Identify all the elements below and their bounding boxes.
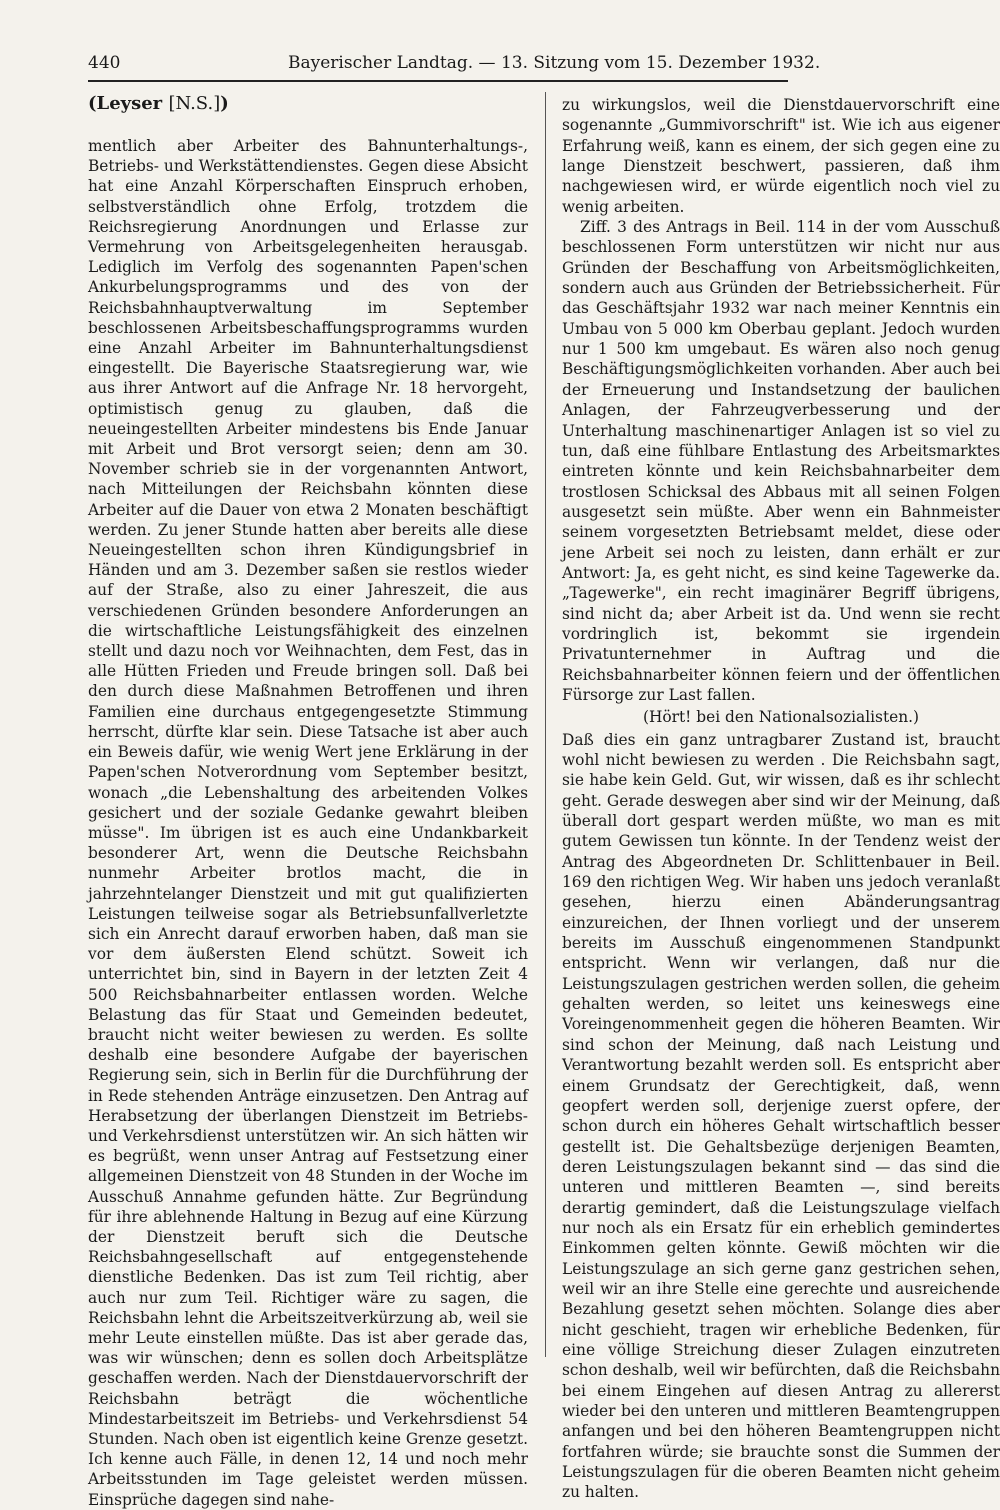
column-divider (545, 92, 546, 1357)
page-number: 440 (88, 53, 121, 73)
right-column (562, 95, 1000, 1503)
speaker-party: [N.S.] (168, 93, 221, 114)
right-paragraph-1: zu wirkungslos, weil die Dienstdauervorschrift eine sogenannte „Gummivorschrift" ist. Wie ich aus eigener Erfahrung weiß, kann es einem, der sich gegen eine zu lange Dienstzeit beschwert, passieren, daß ihm nachgewiesen wird, er würde eigentlich noch viel zu wenig arbeiten. (562, 96, 1000, 216)
running-head: Bayerischer Landtag. — 13. Sitzung vom 15. Dezember 1932. (288, 53, 821, 73)
speaker-name: Leyser (96, 93, 163, 114)
left-column (88, 92, 528, 1510)
left-paragraph-1: mentlich aber Arbeiter des Bahnunterhaltungs-, Betriebs- und Werkstättendienstes. Gegen diese Absicht hat eine Anzahl Körperschaften Einspruch erhoben, selbstverständlich ohne Erfolg, trotzdem die Reichsregierung Anordnungen und Erlasse zur Vermehrung von Arbeitsgelegenheiten herausgab. Lediglich im Verfolg des sogenannten Papen'schen Ankurbelungsprogramms und des von der Reichsbahnhauptverwaltung im September beschlossenen Arbeitsbeschaffungsprogramms wurden eine Anzahl Arbeiter im Bahnunterhaltungsdienst eingestellt. Die Bayerische Staatsregierung war, wie aus ihrer Antwort auf die Anfrage Nr. 18 hervorgeht, optimistisch genug zu glauben, daß die neueingestellten Arbeiter mindestens bis Ende Januar mit Arbeit und Brot versorgt seien; denn am 30. November schrieb sie in der vorgenannten Antwort, nach Mitteilungen der Reichsbahn könnten diese Arbeiter auf die Dauer von etwa 2 Monaten beschäftigt werden. Zu jener Stunde hatten aber bereits alle diese Neueingestellten schon ihren Kündigungsbrief in Händen und am 3. Dezember saßen sie restlos wieder auf der Straße, also zu einer Jahreszeit, die aus verschiedenen Gründen besondere Anforderungen an die wirtschaftliche Leistungsfähigkeit des einzelnen stellt und dazu noch vor Weihnachten, dem Fest, das in alle Hütten Frieden und Freude bringen soll. Daß bei den durch diese Maßnahmen Betroffenen und ihren Familien eine durchaus entgegengesetzte Stimmung herrscht, dürfte klar sein. Diese Tatsache ist aber auch ein Beweis dafür, wie wenig Wert jene Erklärung in der Papen'schen Notverordnung vom September besitzt, wonach „die Lebenshaltung des arbeitenden Volkes gesichert und der soziale Gedanke gewahrt bleiben müsse". Im übrigen ist es auch eine Undankbarkeit besonderer Art, wenn die Deutsche Reichsbahn nunmehr Arbeiter brotlos macht, die in jahrzehntelanger Dienstzeit und mit gut qualifizierten Leistungen teilweise sogar als Betriebsunfallverletzte sich ein Anrecht darauf erworben haben, daß man sie vor dem äußersten Elend schützt. Soweit ich unterrichtet bin, sind in Bayern in der letzten Zeit 4 500 Reichsbahnarbeiter entlassen worden. Welche Belastung das für Staat und Gemeinden bedeutet, braucht nicht weiter bewiesen zu werden. Es sollte deshalb eine besondere Aufgabe der bayerischen Regierung sein, sich in Berlin für die Durchführung der in Rede stehenden Anträge einzusetzen. Den Antrag auf Herabsetzung der überlangen Dienstzeit im Betriebs- und Verkehrsdienst unterstützen wir. An sich hätten wir es begrüßt, wenn unser Antrag auf Festsetzung einer allgemeinen Dienstzeit von 48 Stunden in der Woche im Ausschuß Annahme gefunden hätte. Zur Begründung für ihre ablehnende Haltung in Bezug auf eine Kürzung der Dienstzeit beruft sich die Deutsche Reichsbahngesellschaft auf entgegenstehende dienstliche Bedenken. Das ist zum Teil richtig, aber auch nur zum Teil. Richtiger wäre zu sagen, die Reichsbahn lehnt die Arbeitszeitverkürzung ab, weil sie mehr Leute einstellen müßte. Das ist aber gerade das, was wir wünschen; denn es sollen doch Arbeitsplätze geschaffen werden. Nach der Dienstdauervorschrift der Reichsbahn beträgt die wöchentliche Mindestarbeitszeit im Betriebs- und Verkehrsdienst 54 Stunden. Nach oben ist eigentlich keine Grenze gesetzt. Ich kenne auch Fälle, in denen 12, 14 und noch mehr Arbeitsstunden im Tage geleistet werden müssen. Einsprüche dagegen sind nahe- (88, 137, 528, 1509)
interjection: (Hört! bei den Nationalsozialisten.) (642, 708, 920, 727)
speaker-heading: (Leyser [N.S.]) (88, 93, 229, 114)
right-paragraph-2: Ziff. 3 des Antrags in Beil. 114 in der vom Ausschuß beschlossenen Form unterstützen wir nicht nur aus Gründen der Beschaffung von Arbeitsmöglichkeiten, sondern auch aus Gründen der Betriebssicherheit. Für das Geschäftsjahr 1932 war nach meiner Kenntnis ein Umbau von 5 000 km Oberbau geplant. Jedoch wurden nur 1 500 km umgebaut. Es wären also noch genug Beschäftigungsmöglichkeiten vorhanden. Aber auch bei der Erneuerung und Instandsetzung der baulichen Anlagen, der Fahrzeugverbesserung und der Unterhaltung maschinenartiger Anlagen ist so viel zu tun, daß eine fühlbare Entlastung des Arbeitsmarktes eintreten könnte und kein Reichsbahnarbeiter dem trostlosen Schicksal des Abbaus mit all seinen Folgen ausgesetzt sein müßte. Aber wenn ein Bahnmeister seinem vorgesetzten Betriebsamt meldet, diese oder jene Arbeit sei noch zu leisten, dann erhält er zur Antwort: Ja, es geht nicht, es sind keine Tagewerke da. „Tagewerke", ein recht imaginärer Begriff übrigens, sind nicht da; aber Arbeit ist da. Und wenn sie recht vordringlich ist, bekommt sie irgendein Privatunternehmer in Auftrag und die Reichsbahnarbeiter können feiern und der öffentlichen Fürsorge zur Last fallen. (562, 218, 1000, 704)
right-paragraph-3: Daß dies ein ganz untragbarer Zustand ist, braucht wohl nicht bewiesen zu werden . Die Reichsbahn sagt, sie habe kein Geld. Gut, wir wissen, daß es ihr schlecht geht. Gerade deswegen aber sind wir der Meinung, daß überall dort gespart werden müßte, wo man es mit gutem Gewissen tun könnte. In der Tendenz weist der Antrag des Abgeordneten Dr. Schlittenbauer in Beil. 169 den richtigen Weg. Wir haben uns jedoch veranlaßt gesehen, hierzu einen Abänderungsantrag einzureichen, der Ihnen vorliegt und der unserem bereits im Ausschuß eingenommenen Standpunkt entspricht. Wenn wir verlangen, daß nur die Leistungszulagen gestrichen werden sollen, die geheim gehalten werden, so leitet uns keineswegs eine Voreingenommenheit gegen die höheren Beamten. Wir sind schon der Meinung, daß nach Leistung und Verantwortung bezahlt werden soll. Es entspricht aber einem Grundsatz der Gerechtigkeit, daß, wenn geopfert werden soll, derjenige zuerst opfere, der schon durch ein höheres Gehalt wirtschaftlich besser gestellt ist. Die Gehaltsbezüge derjenigen Beamten, deren Leistungszulagen bekannt sind — das sind die unteren und mittleren Beamten —, sind bereits derartig gemindert, daß die Leistungszulage vielfach nur noch als ein Ersatz für ein erheblich gemindertes Einkommen gelten könnte. Gewiß möchten wir die Leistungszulage an sich gerne ganz gestrichen sehen, weil wir an ihre Stelle eine gerechte und ausreichende Bezahlung gesetzt sehen möchten. Solange dies aber nicht geschieht, tragen wir erhebliche Bedenken, für eine völlige Streichung dieser Zulagen einzutreten schon deshalb, weil wir befürchten, daß die Reichsbahn bei einem Eingehen auf diesen Antrag zu allererst wieder bei den unteren und mittleren Beamtengruppen anfangen und bei den höheren Beamtengruppen nicht fortfahren würde; sie brauchte sonst die Summen der Leistungszulagen für die oberen Beamten nicht geheim zu halten. (562, 730, 1000, 1502)
page-header (88, 50, 821, 82)
